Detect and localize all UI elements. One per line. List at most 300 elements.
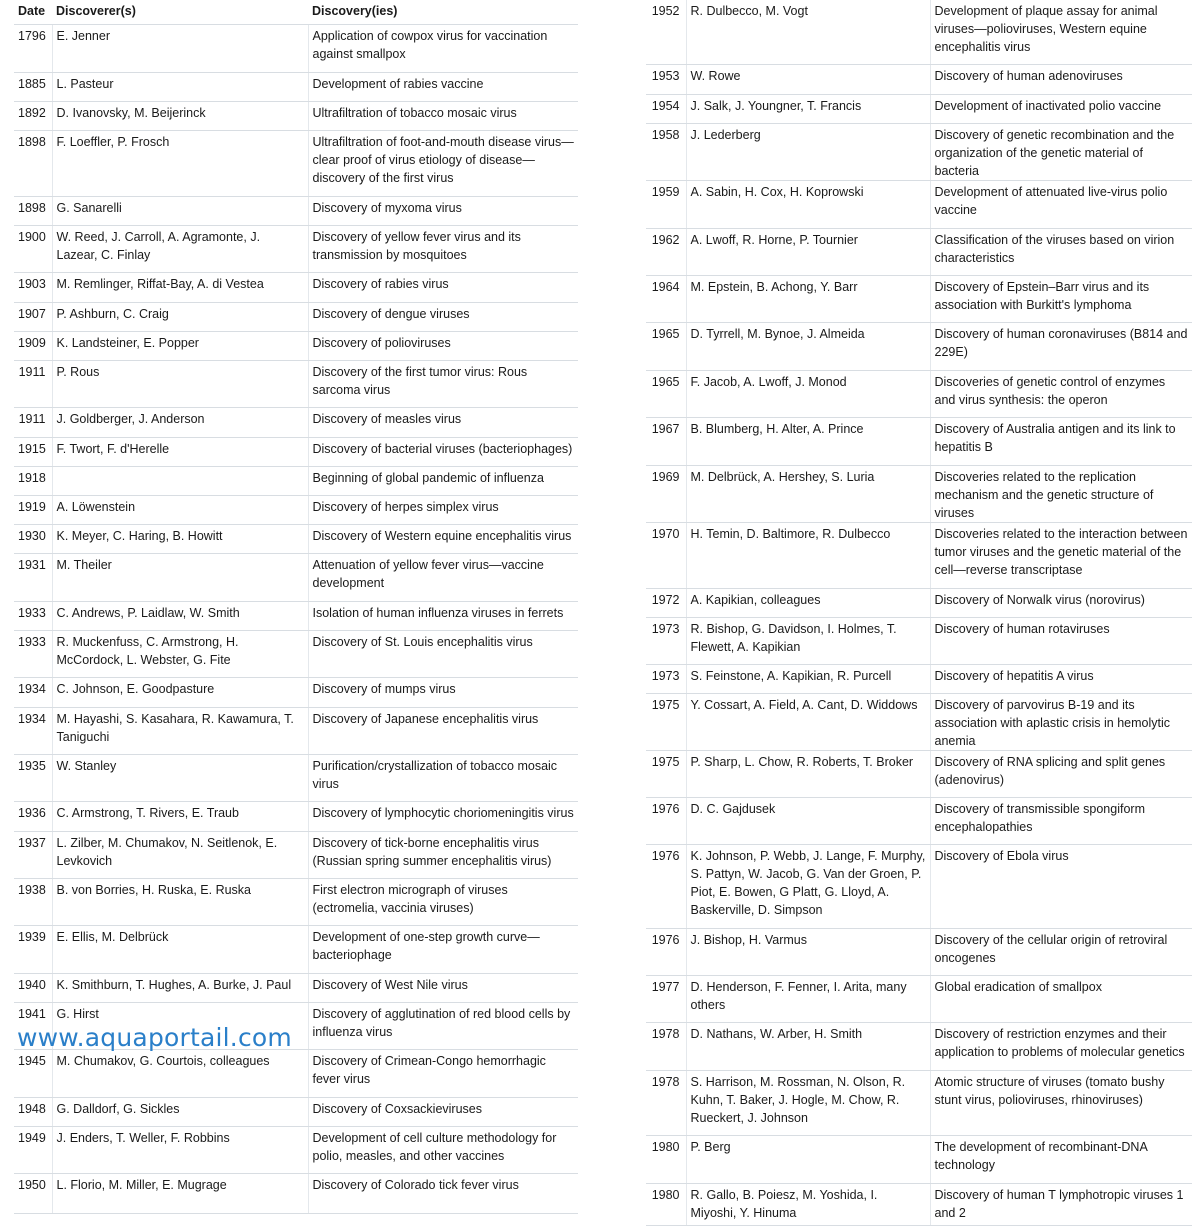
discoverer-cell-text: L. Zilber, M. Chumakov, N. Seitlenok, E. Levkovich <box>56 835 278 868</box>
date-cell-text: 1949 <box>18 1130 46 1145</box>
discoveries-table-right <box>646 0 1192 1226</box>
discoverer-cell-text: R. Dulbecco, M. Vogt <box>690 4 808 18</box>
table-row <box>14 1097 578 1126</box>
discovery-cell <box>308 196 578 225</box>
date-cell <box>14 677 52 707</box>
date-cell-text: 1976 <box>651 848 680 863</box>
date-cell-text: 1934 <box>18 681 46 696</box>
date-cell-text: 1975 <box>651 754 680 769</box>
date-cell <box>14 878 52 925</box>
discoverer-cell <box>52 272 308 302</box>
date-cell-text: 1933 <box>18 634 46 649</box>
discovery-cell-text: Discovery of the first tumor virus: Rous sarcoma virus <box>312 364 528 397</box>
table-row <box>14 302 578 331</box>
date-cell-text: 1935 <box>18 758 46 773</box>
date-cell <box>14 925 52 973</box>
discoverer-cell <box>52 360 308 407</box>
discovery-cell-text: Discovery of transmissible spongiform encephalopathies <box>934 801 1145 834</box>
watermark-text: www.aquaportail.com <box>17 1023 292 1052</box>
date-cell-text: 1964 <box>651 279 680 294</box>
discoverer-cell <box>52 437 308 466</box>
discovery-cell-text: Discovery of measles virus <box>312 411 462 426</box>
discovery-cell <box>308 1097 578 1126</box>
table-row <box>646 1135 1192 1183</box>
discovery-cell <box>308 72 578 101</box>
discovery-cell <box>930 123 1192 180</box>
date-cell <box>646 1183 686 1225</box>
discoverer-cell <box>686 1022 930 1070</box>
table-body-right <box>646 0 1192 1225</box>
table-row <box>14 878 578 925</box>
discovery-cell-text: Discovery of Epstein–Barr virus and its association with Burkitt's lymphoma <box>934 279 1150 312</box>
date-cell <box>646 1070 686 1135</box>
date-cell-text: 1959 <box>651 184 680 199</box>
table-row <box>14 130 578 196</box>
discovery-cell-text: Discovery of Ebola virus <box>934 848 1069 863</box>
discovery-cell-text: Discovery of human adenoviruses <box>934 68 1123 83</box>
discoverer-cell-text: F. Loeffler, P. Frosch <box>56 134 170 149</box>
date-cell <box>646 522 686 588</box>
discovery-cell-text: Discoveries of genetic control of enzymes and virus synthesis: the operon <box>934 374 1166 407</box>
discovery-cell <box>308 495 578 524</box>
discoverer-cell <box>52 302 308 331</box>
discovery-cell-text: Discovery of human rotaviruses <box>934 621 1110 636</box>
date-cell <box>646 275 686 322</box>
table-row <box>646 465 1192 522</box>
discoverer-cell <box>52 466 308 495</box>
table-row <box>14 272 578 302</box>
discoverer-cell-text: B. von Borries, H. Ruska, E. Ruska <box>56 882 252 897</box>
table-row <box>14 437 578 466</box>
discoverer-cell-text: P. Sharp, L. Chow, R. Roberts, T. Broker <box>690 754 914 769</box>
table-row <box>14 101 578 130</box>
table-row <box>646 94 1192 123</box>
date-cell-text: 1907 <box>18 306 46 321</box>
table-row <box>646 322 1192 370</box>
discovery-cell-text: Discovery of restriction enzymes and their application to problems of molecular genetics <box>934 1026 1185 1059</box>
date-cell-text: 1950 <box>18 1177 46 1192</box>
discoverer-cell <box>686 123 930 180</box>
discoverer-cell <box>686 94 930 123</box>
date-cell-text: 1972 <box>651 592 680 607</box>
table-row <box>646 522 1192 588</box>
discovery-cell-text: Discovery of mumps virus <box>312 681 456 696</box>
date-cell <box>14 524 52 553</box>
table-header-row <box>14 0 578 24</box>
discovery-cell-text: Discovery of polioviruses <box>312 335 451 350</box>
discoverer-cell-text: L. Florio, M. Miller, E. Mugrage <box>56 1177 227 1192</box>
table-row <box>14 677 578 707</box>
date-cell <box>14 130 52 196</box>
discoverer-cell <box>686 228 930 275</box>
discovery-cell <box>930 64 1192 94</box>
date-cell <box>14 707 52 754</box>
discovery-cell <box>308 553 578 601</box>
discoverer-cell <box>52 754 308 801</box>
date-cell <box>646 0 686 64</box>
discoverer-cell-text: C. Andrews, P. Laidlaw, W. Smith <box>56 605 240 620</box>
discovery-cell <box>308 437 578 466</box>
date-cell-text: 1967 <box>651 421 680 436</box>
date-cell <box>646 123 686 180</box>
discovery-cell-text: Classification of the viruses based on virion characteristics <box>934 232 1175 265</box>
discoverer-cell-text: W. Rowe <box>690 68 741 83</box>
discovery-cell <box>930 750 1192 797</box>
discovery-cell-text: Development of attenuated live-virus polio vaccine <box>934 184 1168 217</box>
discovery-cell-text: Discovery of Australia antigen and its link to hepatitis B <box>934 421 1176 454</box>
table-row <box>14 973 578 1002</box>
right-column <box>646 0 1192 1226</box>
discovery-cell <box>930 417 1192 465</box>
discovery-cell-text: Discovery of St. Louis encephalitis virus <box>312 634 533 649</box>
date-cell <box>646 370 686 417</box>
date-cell-text: 1962 <box>651 232 680 247</box>
discoverer-cell <box>52 495 308 524</box>
discovery-cell-text: Discovery of tick-borne encephalitis virus (Russian spring summer encephalitis virus) <box>312 835 552 868</box>
date-cell-text: 1898 <box>18 200 46 215</box>
table-row <box>646 750 1192 797</box>
date-cell <box>14 101 52 130</box>
table-row <box>14 524 578 553</box>
discovery-cell-text: Discovery of hepatitis A virus <box>934 668 1094 683</box>
discovery-cell <box>308 601 578 630</box>
date-cell-text: 1973 <box>651 621 680 636</box>
table-row <box>14 495 578 524</box>
discovery-cell <box>308 272 578 302</box>
discoverer-cell-text: J. Enders, T. Weller, F. Robbins <box>56 1130 230 1145</box>
table-row <box>646 0 1192 64</box>
date-cell <box>14 225 52 272</box>
discoverer-cell-text: D. C. Gajdusek <box>690 801 776 816</box>
discoverer-cell-text: M. Theiler <box>56 557 112 572</box>
date-cell <box>646 1135 686 1183</box>
table-row <box>646 417 1192 465</box>
discoverer-cell <box>686 522 930 588</box>
table-row <box>14 831 578 878</box>
discoverer-cell <box>686 750 930 797</box>
date-cell <box>646 797 686 844</box>
date-cell-text: 1978 <box>651 1074 680 1089</box>
discovery-cell <box>930 797 1192 844</box>
discoverer-cell-text: K. Meyer, C. Haring, B. Howitt <box>56 528 223 543</box>
discovery-cell-text: Discovery of dengue viruses <box>312 306 470 321</box>
date-cell-text: 1958 <box>651 127 680 142</box>
discoverer-cell-text: C. Johnson, E. Goodpasture <box>56 681 215 696</box>
table-row <box>14 801 578 831</box>
discoverer-cell-text: K. Landsteiner, E. Popper <box>56 335 199 350</box>
discovery-cell <box>930 370 1192 417</box>
discovery-cell-text: Discovery of rabies virus <box>312 276 449 291</box>
discovery-cell <box>930 844 1192 928</box>
date-cell <box>646 228 686 275</box>
discoverer-cell <box>686 975 930 1022</box>
date-cell-text: 1936 <box>18 805 46 820</box>
discoverer-cell-text: M. Epstein, B. Achong, Y. Barr <box>690 279 858 294</box>
table-row <box>14 331 578 360</box>
discoverer-cell-text: J. Bishop, H. Varmus <box>690 932 807 947</box>
date-cell <box>646 417 686 465</box>
discovery-cell-text: Discovery of agglutination of red blood cells by influenza virus <box>312 1006 571 1039</box>
table-row <box>646 844 1192 928</box>
table-row <box>646 123 1192 180</box>
date-cell-text: 1911 <box>18 411 46 426</box>
discovery-cell-text: Discovery of Crimean-Congo hemorrhagic fever virus <box>312 1053 546 1086</box>
discovery-cell <box>930 1022 1192 1070</box>
discovery-cell <box>930 975 1192 1022</box>
date-cell-text: 1940 <box>18 977 46 992</box>
date-cell <box>14 1097 52 1126</box>
header-discoverer: Discoverer(s) <box>52 0 308 24</box>
discovery-cell <box>308 630 578 677</box>
discoverer-cell-text: D. Tyrrell, M. Bynoe, J. Almeida <box>690 326 865 341</box>
discovery-cell-text: Ultrafiltration of foot-and-mouth disease virus—clear proof of virus etiology of disease—discovery of the first virus <box>312 134 574 185</box>
date-cell <box>14 437 52 466</box>
discoverer-cell <box>52 630 308 677</box>
date-cell-text: 1953 <box>651 68 680 83</box>
date-cell-text: 1939 <box>18 929 46 944</box>
discoverer-cell <box>52 1126 308 1173</box>
discoverer-cell-text: R. Muckenfuss, C. Armstrong, H. McCordock, L. Webster, G. Fite <box>56 634 239 667</box>
discoverer-cell <box>52 225 308 272</box>
date-cell <box>646 750 686 797</box>
discovery-cell-text: Discovery of human T lymphotropic viruses 1 and 2 <box>934 1187 1184 1220</box>
date-cell-text: 1918 <box>18 470 46 485</box>
date-cell-text: 1911 <box>18 364 46 379</box>
discovery-cell <box>930 1135 1192 1183</box>
discovery-cell <box>930 180 1192 228</box>
discoverer-cell-text: S. Harrison, M. Rossman, N. Olson, R. Kuhn, T. Baker, J. Hogle, M. Chow, R. Rueckert, J. Johnson <box>690 1074 906 1125</box>
discovery-cell-text: Isolation of human influenza viruses in ferrets <box>312 605 564 620</box>
discoverer-cell-text: A. Sabin, H. Cox, H. Koprowski <box>690 184 864 199</box>
discovery-cell <box>308 466 578 495</box>
date-cell-text: 1969 <box>651 469 680 484</box>
table-row <box>14 24 578 72</box>
table-row <box>14 707 578 754</box>
discoverer-cell <box>686 275 930 322</box>
discovery-cell <box>308 331 578 360</box>
discoverer-cell-text: M. Chumakov, G. Courtois, colleagues <box>56 1053 270 1068</box>
discoverer-cell-text: C. Armstrong, T. Rivers, E. Traub <box>56 805 239 820</box>
date-cell-text: 1975 <box>651 697 680 712</box>
date-cell <box>14 801 52 831</box>
date-cell <box>646 465 686 522</box>
table-row <box>646 928 1192 975</box>
date-cell-text: 1965 <box>651 326 680 341</box>
table-row <box>14 601 578 630</box>
discoverer-cell-text: S. Feinstone, A. Kapikian, R. Purcell <box>690 668 892 683</box>
date-cell-text: 1903 <box>18 276 46 291</box>
discoverer-cell-text: G. Dalldorf, G. Sickles <box>56 1101 180 1116</box>
discoverer-cell-text: B. Blumberg, H. Alter, A. Prince <box>690 421 864 436</box>
date-cell <box>646 322 686 370</box>
discovery-cell-text: Development of cell culture methodology for polio, measles, and other vaccines <box>312 1130 557 1163</box>
discovery-cell <box>930 1183 1192 1225</box>
discovery-cell-text: Discoveries related to the interaction between tumor viruses and the genetic material of the cell—reverse transcriptase <box>934 526 1188 577</box>
discoverer-cell <box>52 973 308 1002</box>
discoverer-cell-text: F. Jacob, A. Lwoff, J. Monod <box>690 374 847 389</box>
discovery-cell <box>930 275 1192 322</box>
date-cell <box>14 1173 52 1213</box>
date-cell <box>14 72 52 101</box>
discovery-cell-text: Development of plaque assay for animal viruses—polioviruses, Western equine encephalitis virus <box>934 4 1158 54</box>
discoverer-cell-text: W. Reed, J. Carroll, A. Agramonte, J. Lazear, C. Finlay <box>56 229 261 262</box>
date-cell <box>14 360 52 407</box>
discoverer-cell <box>52 553 308 601</box>
discovery-cell-text: Discovery of Western equine encephalitis virus <box>312 528 572 543</box>
discoverer-cell-text: G. Sanarelli <box>56 200 122 215</box>
table-row <box>646 797 1192 844</box>
discoverer-cell <box>52 925 308 973</box>
discovery-cell <box>930 1070 1192 1135</box>
discoverer-cell-text: J. Salk, J. Youngner, T. Francis <box>690 98 862 113</box>
table-row <box>646 975 1192 1022</box>
discoverer-cell <box>686 1135 930 1183</box>
date-cell-text: 1954 <box>651 98 680 113</box>
discovery-cell-text: Purification/crystallization of tobacco mosaic virus <box>312 758 558 791</box>
discovery-cell-text: Discovery of RNA splicing and split genes (adenovirus) <box>934 754 1166 787</box>
date-cell <box>14 754 52 801</box>
date-cell <box>14 302 52 331</box>
date-cell-text: 1978 <box>651 1026 680 1041</box>
discoverer-cell <box>52 72 308 101</box>
discoverer-cell <box>686 588 930 617</box>
discoverer-cell <box>52 831 308 878</box>
discoverer-cell-text: D. Ivanovsky, M. Beijerinck <box>56 105 206 120</box>
date-cell-text: 1796 <box>18 28 46 43</box>
date-cell-text: 1948 <box>18 1101 46 1116</box>
date-cell <box>14 1126 52 1173</box>
discovery-cell <box>308 1126 578 1173</box>
date-cell-text: 1980 <box>651 1187 680 1202</box>
table-row <box>646 180 1192 228</box>
discoverer-cell-text: E. Ellis, M. Delbrück <box>56 929 169 944</box>
discovery-cell-text: Discovery of yellow fever virus and its transmission by mosquitoes <box>312 229 521 262</box>
date-cell-text: 1945 <box>18 1053 46 1068</box>
discoverer-cell-text: M. Hayashi, S. Kasahara, R. Kawamura, T. Taniguchi <box>56 711 294 744</box>
discoverer-cell-text: Y. Cossart, A. Field, A. Cant, D. Widdows <box>690 697 918 712</box>
discoverer-cell <box>686 664 930 693</box>
discovery-cell <box>308 973 578 1002</box>
discoverer-cell <box>52 101 308 130</box>
date-cell <box>14 831 52 878</box>
discovery-cell-text: Discovery of parvovirus B-19 and its association with aplastic crisis in hemolytic anemia <box>934 697 1171 748</box>
discovery-cell <box>930 465 1192 522</box>
date-cell-text: 1970 <box>651 526 680 541</box>
discovery-cell-text: Discoveries related to the replication mechanism and the genetic structure of viruses <box>934 469 1154 520</box>
discovery-cell <box>930 522 1192 588</box>
discoverer-cell <box>52 801 308 831</box>
discoverer-cell <box>52 331 308 360</box>
discovery-cell <box>308 130 578 196</box>
date-cell-text: 1915 <box>18 441 46 456</box>
date-cell-text: 1931 <box>18 557 46 572</box>
discoverer-cell <box>52 130 308 196</box>
discoverer-cell <box>686 64 930 94</box>
discoverer-cell <box>52 1097 308 1126</box>
discoverer-cell-text: F. Twort, F. d'Herelle <box>56 441 170 456</box>
table-row <box>14 360 578 407</box>
discoverer-cell-text: R. Gallo, B. Poiesz, M. Yoshida, I. Miyoshi, Y. Hinuma <box>690 1187 878 1220</box>
discovery-cell-text: Discovery of the cellular origin of retroviral oncogenes <box>934 932 1168 965</box>
discovery-cell <box>930 94 1192 123</box>
date-cell <box>646 928 686 975</box>
discovery-cell-text: Development of rabies vaccine <box>312 76 484 91</box>
date-cell <box>14 272 52 302</box>
discovery-cell-text: Development of one-step growth curve—bacteriophage <box>312 929 540 962</box>
discovery-cell-text: Discovery of myxoma virus <box>312 200 462 215</box>
discoverer-cell <box>52 878 308 925</box>
discovery-cell <box>308 707 578 754</box>
discoverer-cell-text: P. Ashburn, C. Craig <box>56 306 169 321</box>
discovery-cell-text: Atomic structure of viruses (tomato bushy stunt virus, polioviruses, rhinoviruses) <box>934 1074 1165 1107</box>
discoverer-cell-text: L. Pasteur <box>56 76 114 91</box>
discovery-cell <box>308 24 578 72</box>
discovery-cell <box>308 1002 578 1049</box>
date-cell-text: 1937 <box>18 835 46 850</box>
discovery-cell <box>930 228 1192 275</box>
discoverer-cell <box>52 407 308 437</box>
date-cell-text: 1898 <box>18 134 46 149</box>
discovery-cell-text: Discovery of bacterial viruses (bacteriophages) <box>312 441 573 456</box>
discoverer-cell <box>52 24 308 72</box>
date-cell <box>646 1022 686 1070</box>
discoverer-cell <box>52 1049 308 1097</box>
date-cell <box>646 180 686 228</box>
table-row <box>646 275 1192 322</box>
table-row <box>646 664 1192 693</box>
date-cell-text: 1934 <box>18 711 46 726</box>
discovery-cell <box>308 754 578 801</box>
table-row <box>646 1070 1192 1135</box>
table-row <box>646 1183 1192 1225</box>
date-cell <box>646 617 686 664</box>
date-cell <box>14 331 52 360</box>
table-row <box>14 630 578 677</box>
date-cell <box>646 588 686 617</box>
date-cell-text: 1976 <box>651 801 680 816</box>
table-row <box>14 925 578 973</box>
discovery-cell <box>308 1173 578 1213</box>
discovery-cell-text: Attenuation of yellow fever virus—vaccine development <box>312 557 544 590</box>
discovery-cell-text: Global eradication of smallpox <box>934 979 1102 994</box>
date-cell <box>646 844 686 928</box>
table-row <box>646 617 1192 664</box>
discoverer-cell-text: J. Lederberg <box>690 127 761 142</box>
discoverer-cell <box>686 0 930 64</box>
table-row <box>14 407 578 437</box>
discovery-cell-text: Beginning of global pandemic of influenza <box>312 470 544 485</box>
date-cell-text: 1938 <box>18 882 46 897</box>
discoverer-cell-text: W. Stanley <box>56 758 117 773</box>
discoverer-cell <box>686 180 930 228</box>
date-cell <box>14 407 52 437</box>
date-cell-text: 1919 <box>18 499 46 514</box>
discoverer-cell <box>686 797 930 844</box>
date-cell <box>14 973 52 1002</box>
date-cell <box>646 975 686 1022</box>
table-row <box>646 588 1192 617</box>
discoverer-cell-text: D. Nathans, W. Arber, H. Smith <box>690 1026 863 1041</box>
date-cell <box>14 630 52 677</box>
discovery-cell <box>308 407 578 437</box>
discovery-cell <box>930 664 1192 693</box>
discoverer-cell-text: D. Henderson, F. Fenner, I. Arita, many others <box>690 979 907 1012</box>
discoverer-cell-text: P. Berg <box>690 1139 731 1154</box>
discoverer-cell <box>52 677 308 707</box>
discoverer-cell <box>52 707 308 754</box>
date-cell <box>14 553 52 601</box>
discoverer-cell-text: A. Lwoff, R. Horne, P. Tournier <box>690 232 858 247</box>
